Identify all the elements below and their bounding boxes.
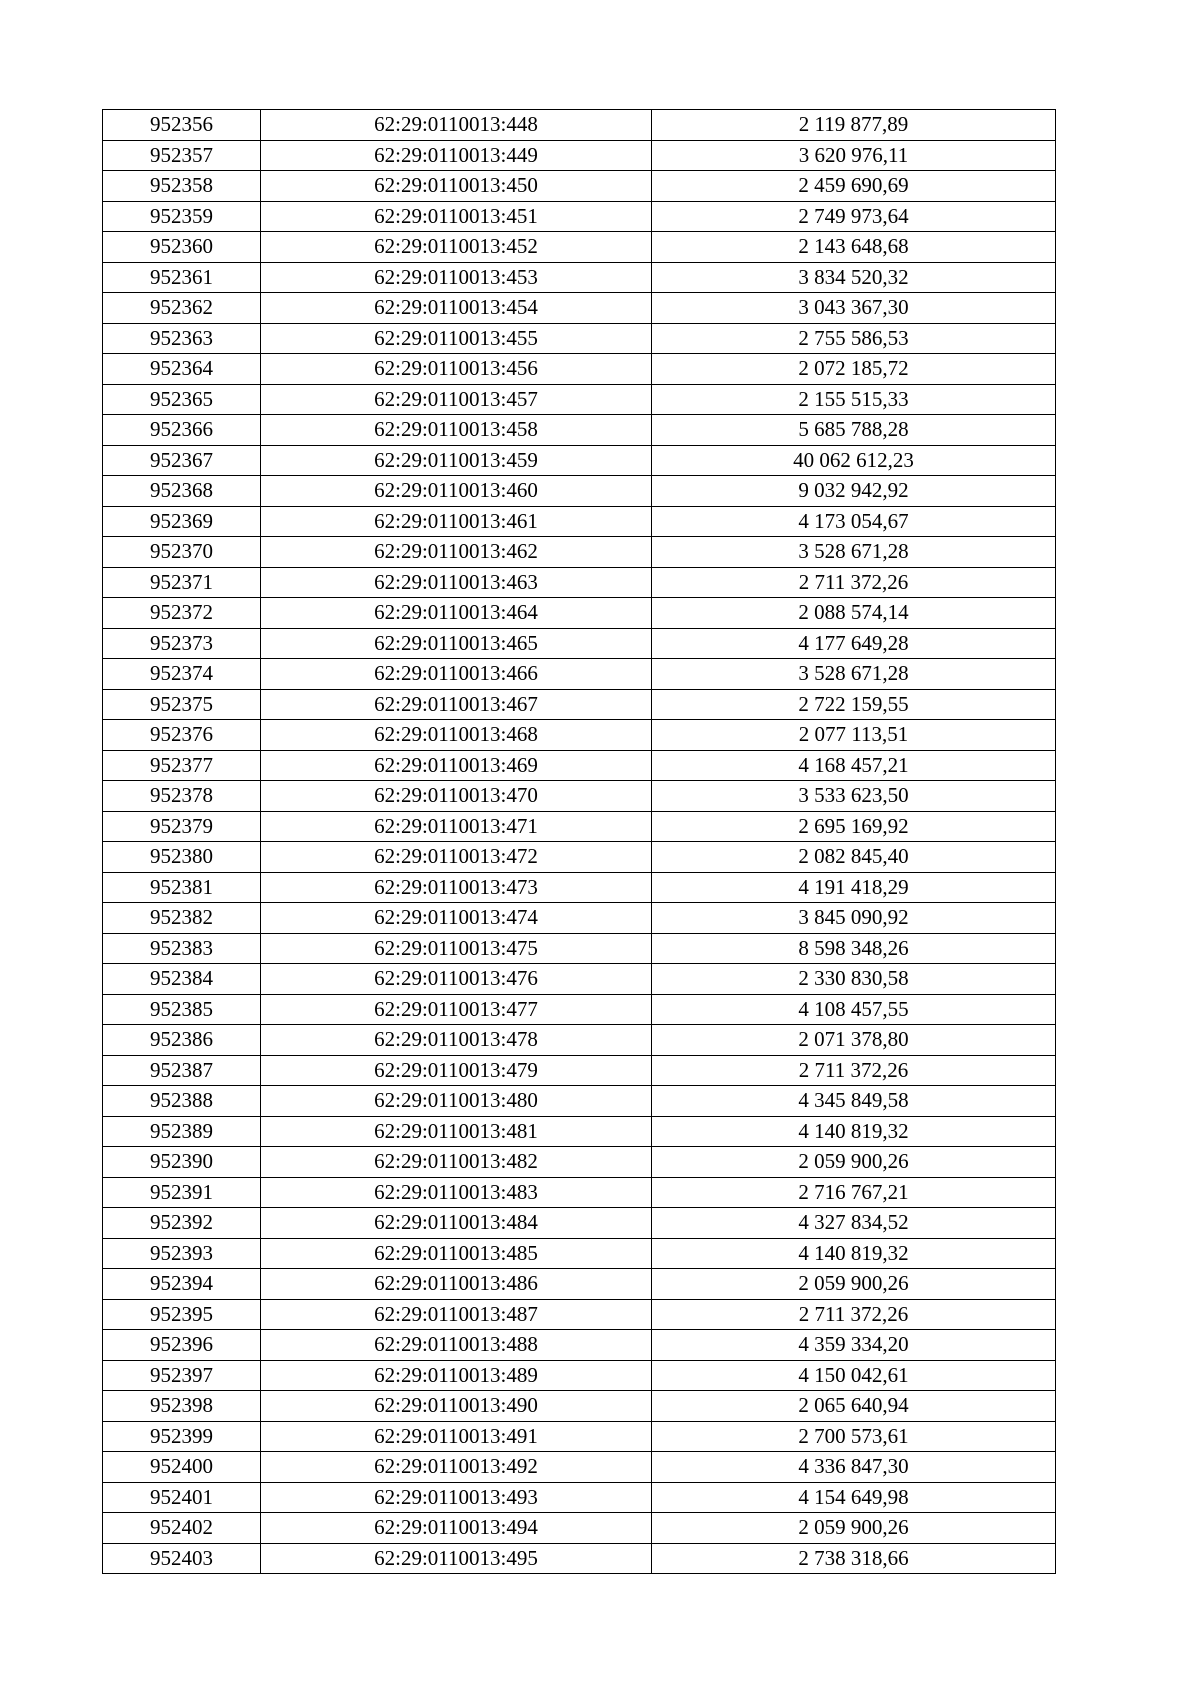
table-row <box>103 964 1056 995</box>
cadastral-number-cell: 62:29:0110013:487 <box>261 1299 652 1330</box>
row-number-cell: 952383 <box>103 933 261 964</box>
table-row <box>103 750 1056 781</box>
cadastral-number-cell: 62:29:0110013:459 <box>261 445 652 476</box>
cadastral-number-cell: 62:29:0110013:465 <box>261 628 652 659</box>
row-number-cell: 952393 <box>103 1238 261 1269</box>
cadastral-value-cell: 2 738 318,66 <box>652 1543 1056 1574</box>
cadastral-number-cell: 62:29:0110013:448 <box>261 110 652 141</box>
row-number-cell: 952367 <box>103 445 261 476</box>
table-row <box>103 537 1056 568</box>
table-row <box>103 1177 1056 1208</box>
row-number-cell: 952376 <box>103 720 261 751</box>
table-row <box>103 232 1056 263</box>
row-number-cell: 952390 <box>103 1147 261 1178</box>
table-row <box>103 506 1056 537</box>
row-number-cell: 952391 <box>103 1177 261 1208</box>
row-number-cell: 952396 <box>103 1330 261 1361</box>
row-number-cell: 952360 <box>103 232 261 263</box>
cadastral-number-cell: 62:29:0110013:457 <box>261 384 652 415</box>
row-number-cell: 952358 <box>103 171 261 202</box>
cadastral-number-cell: 62:29:0110013:488 <box>261 1330 652 1361</box>
row-number-cell: 952385 <box>103 994 261 1025</box>
cadastral-value-cell: 4 345 849,58 <box>652 1086 1056 1117</box>
cadastral-value-cell: 2 072 185,72 <box>652 354 1056 385</box>
table-row <box>103 720 1056 751</box>
table-row <box>103 933 1056 964</box>
cadastral-value-cell: 3 528 671,28 <box>652 659 1056 690</box>
cadastral-value-cell: 2 088 574,14 <box>652 598 1056 629</box>
cadastral-number-cell: 62:29:0110013:466 <box>261 659 652 690</box>
cadastral-number-cell: 62:29:0110013:489 <box>261 1360 652 1391</box>
cadastral-number-cell: 62:29:0110013:462 <box>261 537 652 568</box>
row-number-cell: 952365 <box>103 384 261 415</box>
cadastral-value-cell: 2 071 378,80 <box>652 1025 1056 1056</box>
cadastral-number-cell: 62:29:0110013:464 <box>261 598 652 629</box>
table-row <box>103 1330 1056 1361</box>
table-row <box>103 994 1056 1025</box>
table-row <box>103 171 1056 202</box>
cadastral-number-cell: 62:29:0110013:471 <box>261 811 652 842</box>
cadastral-number-cell: 62:29:0110013:452 <box>261 232 652 263</box>
cadastral-number-cell: 62:29:0110013:480 <box>261 1086 652 1117</box>
row-number-cell: 952363 <box>103 323 261 354</box>
row-number-cell: 952379 <box>103 811 261 842</box>
cadastral-value-cell: 3 845 090,92 <box>652 903 1056 934</box>
cadastral-value-cell: 2 065 640,94 <box>652 1391 1056 1422</box>
row-number-cell: 952402 <box>103 1513 261 1544</box>
cadastral-number-cell: 62:29:0110013:467 <box>261 689 652 720</box>
cadastral-number-cell: 62:29:0110013:449 <box>261 140 652 171</box>
row-number-cell: 952392 <box>103 1208 261 1239</box>
table-row <box>103 354 1056 385</box>
row-number-cell: 952400 <box>103 1452 261 1483</box>
cadastral-number-cell: 62:29:0110013:463 <box>261 567 652 598</box>
row-number-cell: 952359 <box>103 201 261 232</box>
table-row <box>103 1513 1056 1544</box>
cadastral-value-cell: 2 711 372,26 <box>652 567 1056 598</box>
row-number-cell: 952381 <box>103 872 261 903</box>
cadastral-number-cell: 62:29:0110013:456 <box>261 354 652 385</box>
table-row <box>103 1055 1056 1086</box>
table-row <box>103 689 1056 720</box>
table-row <box>103 323 1056 354</box>
cadastral-number-cell: 62:29:0110013:474 <box>261 903 652 934</box>
table-row <box>103 903 1056 934</box>
cadastral-number-cell: 62:29:0110013:476 <box>261 964 652 995</box>
table-row <box>103 1116 1056 1147</box>
row-number-cell: 952399 <box>103 1421 261 1452</box>
cadastral-number-cell: 62:29:0110013:490 <box>261 1391 652 1422</box>
row-number-cell: 952389 <box>103 1116 261 1147</box>
table-row <box>103 811 1056 842</box>
cadastral-number-cell: 62:29:0110013:451 <box>261 201 652 232</box>
cadastral-value-cell: 4 191 418,29 <box>652 872 1056 903</box>
table-row <box>103 384 1056 415</box>
table-row <box>103 781 1056 812</box>
table-row <box>103 415 1056 446</box>
cadastral-number-cell: 62:29:0110013:470 <box>261 781 652 812</box>
row-number-cell: 952395 <box>103 1299 261 1330</box>
cadastral-value-cell: 2 711 372,26 <box>652 1055 1056 1086</box>
cadastral-number-cell: 62:29:0110013:475 <box>261 933 652 964</box>
table-row <box>103 1025 1056 1056</box>
cadastral-number-cell: 62:29:0110013:495 <box>261 1543 652 1574</box>
cadastral-value-cell: 3 533 623,50 <box>652 781 1056 812</box>
table-row <box>103 293 1056 324</box>
row-number-cell: 952378 <box>103 781 261 812</box>
row-number-cell: 952370 <box>103 537 261 568</box>
table-row <box>103 1299 1056 1330</box>
cadastral-number-cell: 62:29:0110013:460 <box>261 476 652 507</box>
row-number-cell: 952388 <box>103 1086 261 1117</box>
table-row <box>103 1482 1056 1513</box>
cadastral-value-cell: 2 711 372,26 <box>652 1299 1056 1330</box>
table-row <box>103 262 1056 293</box>
cadastral-number-cell: 62:29:0110013:454 <box>261 293 652 324</box>
cadastral-number-cell: 62:29:0110013:492 <box>261 1452 652 1483</box>
row-number-cell: 952366 <box>103 415 261 446</box>
cadastral-value-cell: 4 108 457,55 <box>652 994 1056 1025</box>
cadastral-value-cell: 3 620 976,11 <box>652 140 1056 171</box>
cadastral-value-cell: 2 459 690,69 <box>652 171 1056 202</box>
cadastral-value-cell: 2 119 877,89 <box>652 110 1056 141</box>
cadastral-number-cell: 62:29:0110013:477 <box>261 994 652 1025</box>
table-row <box>103 1147 1056 1178</box>
row-number-cell: 952361 <box>103 262 261 293</box>
table-row <box>103 1452 1056 1483</box>
table-row <box>103 1543 1056 1574</box>
cadastral-value-cell: 3 043 367,30 <box>652 293 1056 324</box>
cadastral-number-cell: 62:29:0110013:473 <box>261 872 652 903</box>
cadastral-number-cell: 62:29:0110013:458 <box>261 415 652 446</box>
row-number-cell: 952369 <box>103 506 261 537</box>
row-number-cell: 952373 <box>103 628 261 659</box>
cadastral-value-cell: 2 755 586,53 <box>652 323 1056 354</box>
cadastral-value-cell: 5 685 788,28 <box>652 415 1056 446</box>
cadastral-value-cell: 2 700 573,61 <box>652 1421 1056 1452</box>
cadastral-value-cell: 4 359 334,20 <box>652 1330 1056 1361</box>
cadastral-value-cell: 4 173 054,67 <box>652 506 1056 537</box>
cadastral-value-cell: 2 155 515,33 <box>652 384 1056 415</box>
table-row <box>103 1391 1056 1422</box>
cadastral-value-cell: 2 143 648,68 <box>652 232 1056 263</box>
cadastral-value-cell: 4 154 649,98 <box>652 1482 1056 1513</box>
table-row <box>103 1421 1056 1452</box>
row-number-cell: 952375 <box>103 689 261 720</box>
row-number-cell: 952364 <box>103 354 261 385</box>
cadastral-number-cell: 62:29:0110013:478 <box>261 1025 652 1056</box>
table-row <box>103 842 1056 873</box>
row-number-cell: 952377 <box>103 750 261 781</box>
cadastral-number-cell: 62:29:0110013:468 <box>261 720 652 751</box>
cadastral-value-cell: 40 062 612,23 <box>652 445 1056 476</box>
row-number-cell: 952397 <box>103 1360 261 1391</box>
table-row <box>103 567 1056 598</box>
cadastral-number-cell: 62:29:0110013:485 <box>261 1238 652 1269</box>
cadastral-number-cell: 62:29:0110013:486 <box>261 1269 652 1300</box>
cadastral-number-cell: 62:29:0110013:453 <box>261 262 652 293</box>
cadastral-number-cell: 62:29:0110013:491 <box>261 1421 652 1452</box>
cadastral-number-cell: 62:29:0110013:455 <box>261 323 652 354</box>
cadastral-value-cell: 2 716 767,21 <box>652 1177 1056 1208</box>
cadastral-value-cell: 9 032 942,92 <box>652 476 1056 507</box>
cadastral-number-cell: 62:29:0110013:493 <box>261 1482 652 1513</box>
cadastral-number-cell: 62:29:0110013:472 <box>261 842 652 873</box>
cadastral-number-cell: 62:29:0110013:481 <box>261 1116 652 1147</box>
table-row <box>103 110 1056 141</box>
cadastral-number-cell: 62:29:0110013:469 <box>261 750 652 781</box>
cadastral-value-cell: 2 077 113,51 <box>652 720 1056 751</box>
row-number-cell: 952372 <box>103 598 261 629</box>
cadastral-value-cell: 4 336 847,30 <box>652 1452 1056 1483</box>
row-number-cell: 952380 <box>103 842 261 873</box>
cadastral-value-cell: 4 327 834,52 <box>652 1208 1056 1239</box>
row-number-cell: 952384 <box>103 964 261 995</box>
row-number-cell: 952382 <box>103 903 261 934</box>
cadastral-value-cell: 2 059 900,26 <box>652 1147 1056 1178</box>
row-number-cell: 952368 <box>103 476 261 507</box>
table-row <box>103 1269 1056 1300</box>
table-row <box>103 1086 1056 1117</box>
table-row <box>103 872 1056 903</box>
cadastral-number-cell: 62:29:0110013:482 <box>261 1147 652 1178</box>
row-number-cell: 952398 <box>103 1391 261 1422</box>
cadastral-value-cell: 8 598 348,26 <box>652 933 1056 964</box>
cadastral-value-cell: 4 150 042,61 <box>652 1360 1056 1391</box>
cadastral-value-cell: 3 834 520,32 <box>652 262 1056 293</box>
cadastral-value-cell: 2 059 900,26 <box>652 1513 1056 1544</box>
cadastral-value-cell: 2 722 159,55 <box>652 689 1056 720</box>
row-number-cell: 952371 <box>103 567 261 598</box>
cadastral-value-cell: 2 330 830,58 <box>652 964 1056 995</box>
table-row <box>103 476 1056 507</box>
table-body <box>103 110 1056 1574</box>
cadastral-value-cell: 2 082 845,40 <box>652 842 1056 873</box>
row-number-cell: 952357 <box>103 140 261 171</box>
row-number-cell: 952387 <box>103 1055 261 1086</box>
table-row <box>103 445 1056 476</box>
table-row <box>103 201 1056 232</box>
table-row <box>103 1208 1056 1239</box>
cadastral-number-cell: 62:29:0110013:461 <box>261 506 652 537</box>
cadastral-value-cell: 4 177 649,28 <box>652 628 1056 659</box>
cadastral-value-table <box>102 109 1056 1574</box>
row-number-cell: 952386 <box>103 1025 261 1056</box>
row-number-cell: 952374 <box>103 659 261 690</box>
table-row <box>103 598 1056 629</box>
cadastral-number-cell: 62:29:0110013:483 <box>261 1177 652 1208</box>
row-number-cell: 952356 <box>103 110 261 141</box>
cadastral-number-cell: 62:29:0110013:479 <box>261 1055 652 1086</box>
cadastral-number-cell: 62:29:0110013:494 <box>261 1513 652 1544</box>
cadastral-value-cell: 4 168 457,21 <box>652 750 1056 781</box>
table-row <box>103 140 1056 171</box>
table-row <box>103 628 1056 659</box>
row-number-cell: 952403 <box>103 1543 261 1574</box>
cadastral-value-cell: 2 059 900,26 <box>652 1269 1056 1300</box>
cadastral-value-cell: 2 749 973,64 <box>652 201 1056 232</box>
cadastral-number-cell: 62:29:0110013:450 <box>261 171 652 202</box>
table-row <box>103 1238 1056 1269</box>
cadastral-value-cell: 4 140 819,32 <box>652 1116 1056 1147</box>
table-row <box>103 659 1056 690</box>
row-number-cell: 952401 <box>103 1482 261 1513</box>
cadastral-value-cell: 2 695 169,92 <box>652 811 1056 842</box>
row-number-cell: 952394 <box>103 1269 261 1300</box>
row-number-cell: 952362 <box>103 293 261 324</box>
cadastral-value-cell: 4 140 819,32 <box>652 1238 1056 1269</box>
table-row <box>103 1360 1056 1391</box>
cadastral-number-cell: 62:29:0110013:484 <box>261 1208 652 1239</box>
cadastral-value-cell: 3 528 671,28 <box>652 537 1056 568</box>
